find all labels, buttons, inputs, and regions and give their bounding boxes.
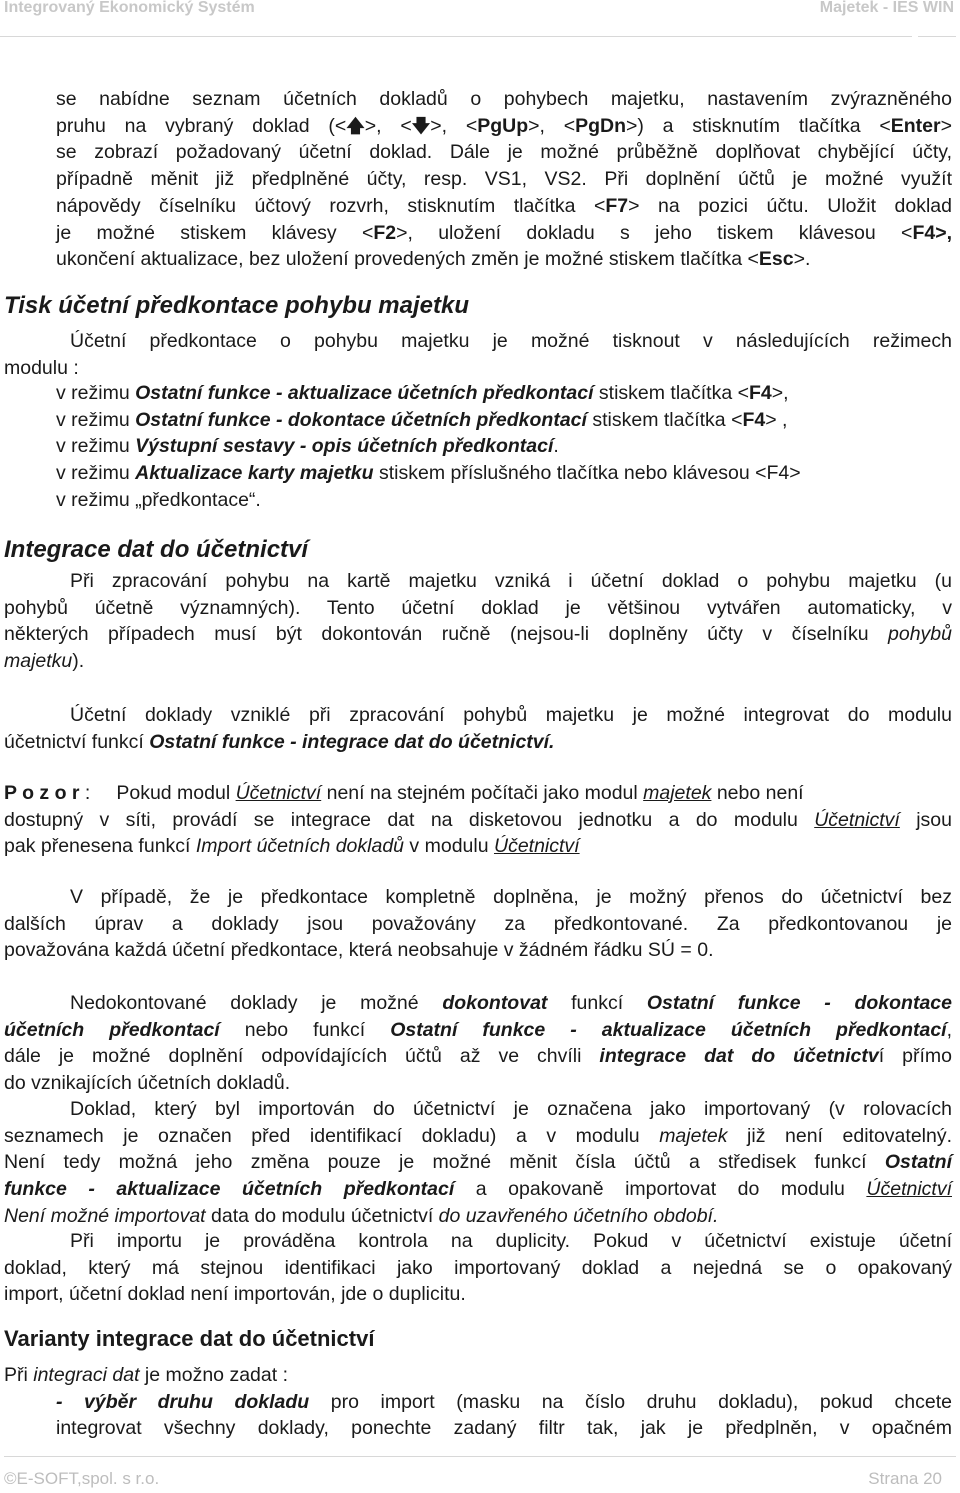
sec1-paragraph	[4, 328, 952, 381]
sec1-line-1: Účetní předkontace o pohybu majetku je možné tisknout v následujících režimech	[70, 330, 952, 352]
page-footer	[4, 1456, 956, 1488]
page-header	[0, 0, 960, 22]
sec1-item-5: v režimu „předkontace“.	[56, 488, 261, 511]
up-arrow-icon: 🡅	[346, 115, 365, 136]
footer-copyright: ©E-SOFT,spol. s r.o.	[4, 1469, 160, 1488]
intro-line-7: ukončení aktualizace, bez uložení provedených změn je možné stiskem tlačítka <Esc>.	[56, 248, 811, 271]
section-title-tisk: Tisk účetní předkontace pohybu majetku	[4, 292, 469, 319]
sec1-list	[56, 380, 952, 514]
sec2-p5: Nedokontované doklady je možné dokontovat funkcí Ostatní funkce - dokontace účetních předkontací nebo funkcí Ostatní funkce - aktualizace účetních předkontací, dále je možné doplnění odpovídajících účtů až ve chvíli integrace dat do účetnictví přímo do vznikajících účetních dokladů.	[4, 992, 953, 1095]
intro-line-5: nápovědy číselníku účtový rozvrh, stisknutím tlačítka <F7> na pozici účtu. Uložit doklad	[56, 194, 952, 217]
intro-paragraph	[56, 86, 952, 273]
sec1-item-3: v režimu Výstupní sestavy - opis účetních předkontací.	[56, 435, 559, 458]
intro-line-4: případně měnit již předplněné účty, resp. VS1, VS2. Při doplnění účtů je možné využít	[56, 168, 952, 191]
header-rule-short	[918, 36, 956, 37]
sec2-p1: Při zpracování pohybu na kartě majetku vzniká i účetní doklad o pohybu majetku (u pohybů účetně významných). Tento účetní doklad je většinou vytvářen automaticky, v některých případech musí být dokontován ručně (nejsou-li doplněny účty v číselníku pohybů majetku).	[4, 570, 952, 673]
sec2-p3-pozor: P o z o r : Pokud modul Účetnictví není na stejném počítači jako modul majetek nebo není dostupný v síti, provádí se integrace dat na disketovou jednotku a do modulu Účetnictví jsou pak přenesena funkcí Import účetních dokladů v modulu Účetnictví	[4, 782, 952, 858]
section-title-varianty: Varianty integrace dat do účetnictví	[4, 1326, 375, 1351]
header-left: Integrovaný Ekonomický Systém	[4, 0, 255, 16]
header-rule	[0, 36, 912, 37]
intro-line-1: se nabídne seznam účetních dokladů o pohybech majetku, nastavením zvýrazněného	[56, 88, 952, 110]
sec2-p2: Účetní doklady vzniklé při zpracování pohybů majetku je možné integrovat do modulu účetnictví funkcí Ostatní funkce - integrace dat do účetnictví.	[4, 704, 952, 753]
header-right: Majetek - IES WIN	[819, 0, 954, 16]
sec2-p7: Při importu je prováděna kontrola na duplicity. Pokud v účetnictví existuje účetní doklad, který má stejnou identifikaci jako importovaný doklad a nejedná se o opakovaný import, účetní doklad není importován, jde o duplicitu.	[4, 1230, 952, 1306]
intro-line-6: je možné stiskem klávesy <F2>, uložení dokladu s jeho tiskem klávesou <F4>,	[56, 221, 952, 244]
section-title-integrace: Integrace dat do účetnictví	[4, 536, 309, 563]
sec2-p4: V případě, že je předkontace kompletně doplněna, je možný přenos do účetnictví bez dalších úprav a doklady jsou považovány za předkontované. Za předkontovanou je považována každá účetní předkontace, která neobsahuje v žádném řádku SÚ = 0.	[4, 886, 952, 962]
sec1-item-2: v režimu Ostatní funkce - dokontace účetních předkontací stiskem tlačítka <F4> ,	[56, 408, 788, 431]
sec3-paragraph: Při integraci dat je možno zadat : - výběr druhu dokladu pro import (masku na číslo druhu dokladu), pokud chcete integrovat všechny doklady, ponechte zadaný filtr tak, jak je předplněn, v opačném	[4, 1364, 952, 1440]
sec1-item-4: v režimu Aktualizace karty majetku stiskem příslušného tlačítka nebo klávesou <F4>	[56, 462, 801, 485]
sec2-p6: Doklad, který byl importován do účetnictví je označena jako importovaný (v rolovacích seznamech je označen před identifikací dokladu) a v modulu majetek již není editovatelný. Není tedy možná jeho změna pouze je možné měnit čísla účtů a středisek funkcí Ostatní funkce - aktualizace účetních předkontací a opakovaně importovat do modulu Účetnictví Není možné importovat data do modulu účetnictví do uzavřeného účetního období.	[4, 1098, 953, 1227]
down-arrow-icon: 🡇	[411, 115, 431, 136]
sec1-line-2: modulu :	[4, 356, 79, 379]
footer-page-number: Strana 20	[868, 1469, 942, 1488]
sec1-item-1: v režimu Ostatní funkce - aktualizace účetních předkontací stiskem tlačítka <F4>,	[56, 382, 789, 404]
intro-line-3: se zobrazí požadovaný účetní doklad. Dále je možné průběžně doplňovat chybějící účty,	[56, 141, 952, 164]
intro-line-2: pruhu na vybraný doklad (<🡅>, <🡇>, <PgUp>, <PgDn>) a stisknutím tlačítka <Enter>	[56, 114, 952, 137]
